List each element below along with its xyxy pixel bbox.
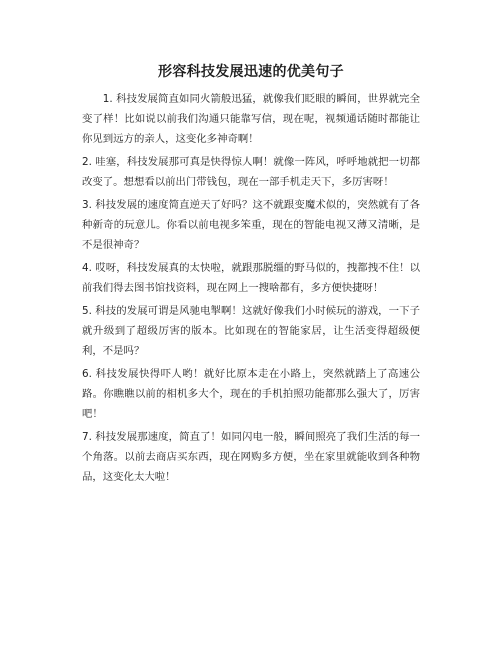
paragraph-1: 1. 科技发展简直如同火箭般迅猛，就像我们眨眼的瞬间，世界就完全变了样！比如说以前我们沟通只能靠写信，现在呢，视频通话随时都能让你见到远方的亲人，这变化多神奇啊！ <box>82 93 420 145</box>
paragraph-2: 2. 哇塞，科技发展那可真是快得惊人啊！就像一阵风，呼呼地就把一切都改变了。想想看以前出门带钱包，现在一部手机走天下，多厉害呀！ <box>82 156 420 188</box>
document-title: 形容科技发展迅速的优美句子 <box>158 64 344 80</box>
paragraph-5: 5. 科技的发展可谓是风驰电掣啊！这就好像我们小时候玩的游戏，一下子就升级到了超级厉害的版本。比如现在的智能家居，让生活变得超级便利，不是吗？ <box>82 305 420 357</box>
paragraph-3: 3. 科技发展的速度简直逆天了好吗？这不就跟变魔术似的，突然就有了各种新奇的玩意儿。你看以前电视多笨重，现在的智能电视又薄又清晰，是不是很神奇？ <box>82 199 420 251</box>
paragraph-4: 4. 哎呀，科技发展真的太快啦，就跟那脱缰的野马似的，拽都拽不住！以前我们得去图书馆找资料，现在网上一搜啥都有，多方便快捷呀！ <box>82 262 420 294</box>
paragraph-6: 6. 科技发展快得吓人哟！就好比原本走在小路上，突然就踏上了高速公路。你瞧瞧以前的相机多大个，现在的手机拍照功能都那么强大了，厉害吧！ <box>82 368 420 420</box>
paragraph-7: 7. 科技发展那速度，简直了！如同闪电一般，瞬间照亮了我们生活的每一个角落。以前去商店买东西，现在网购多方便，坐在家里就能收到各种物品，这变化太大啦！ <box>82 431 420 483</box>
